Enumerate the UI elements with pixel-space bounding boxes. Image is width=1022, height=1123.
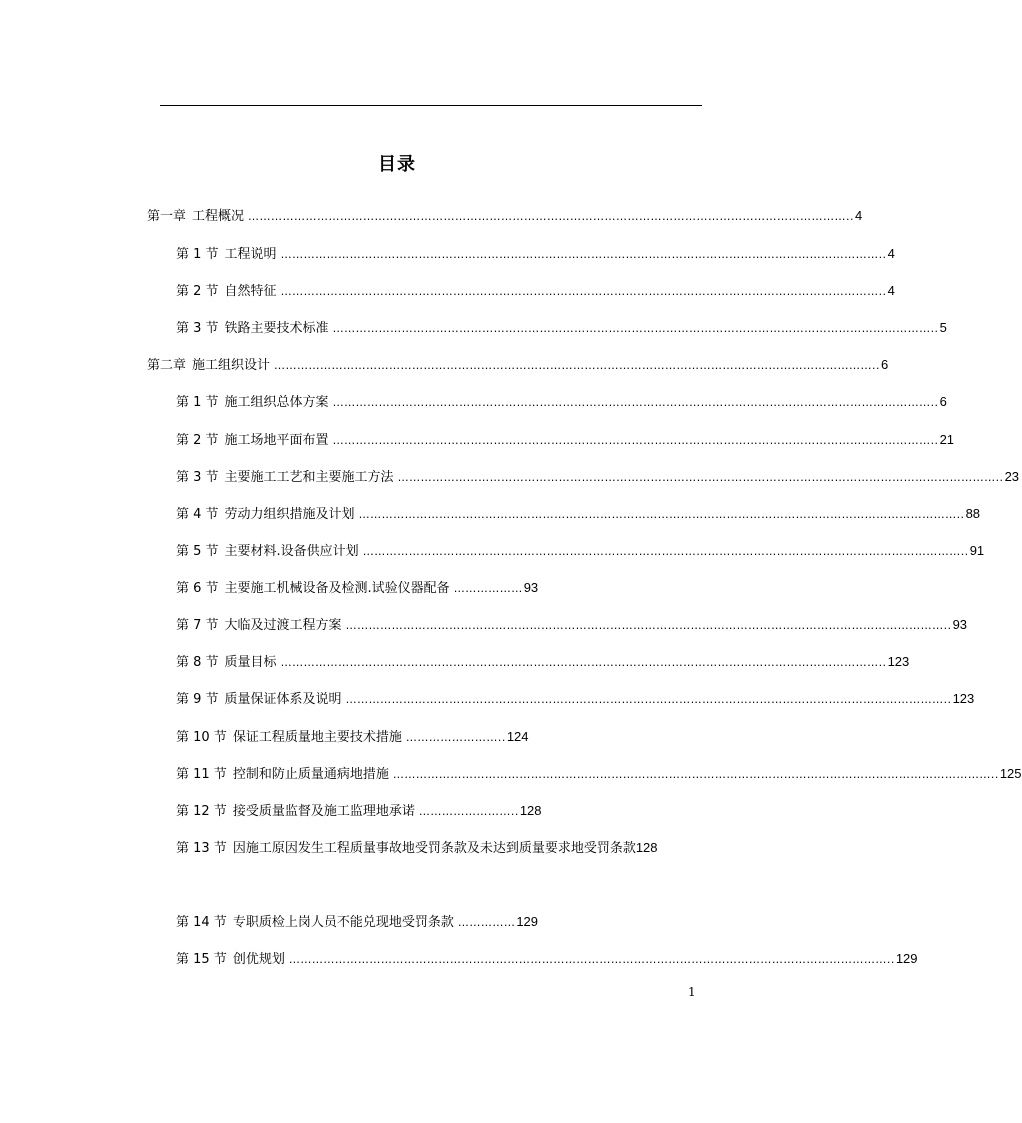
toc-entry-page: 4 <box>855 208 863 223</box>
toc-entry[interactable] <box>176 578 538 598</box>
toc-entry[interactable] <box>176 912 538 932</box>
toc-entry-leader: ………………………………………………………………………………………………………………………………………….. <box>345 619 952 632</box>
toc-entry-page: 128 <box>635 840 658 855</box>
toc-entry-leader: ………………………………………………………………………………………………………………………………………….. <box>392 768 999 781</box>
toc-entry-number: 第 7 节 <box>176 618 219 633</box>
toc-entry-page: 88 <box>965 506 981 521</box>
toc-entry-page: 6 <box>939 394 947 409</box>
toc-entry-leader: …………………….. <box>405 731 506 744</box>
toc-entry-number: 第 2 节 <box>176 433 219 448</box>
page-number: 1 <box>688 985 696 999</box>
toc-entry[interactable] <box>176 430 955 450</box>
toc-entry-number: 第 1 节 <box>176 247 219 262</box>
toc-entry-label: 大临及过渡工程方案 <box>224 618 342 633</box>
toc-entry-page: 129 <box>516 914 539 929</box>
toc-entry-leader: ………………………………………………………………………………………………………………………………………….. <box>358 508 965 521</box>
toc-entry-number: 第 6 节 <box>176 581 219 596</box>
toc-entry-number: 第 11 节 <box>176 767 227 782</box>
toc-entry-number: 第 4 节 <box>176 507 219 522</box>
toc-entry-leader: ………………………………………………………………………………………………………………………………………….. <box>362 545 969 558</box>
toc-entry-page: 123 <box>952 691 975 706</box>
toc-entry-page: 128 <box>519 803 542 818</box>
toc-entry-number: 第 3 节 <box>176 470 219 485</box>
toc-entry-label: 施工场地平面布置 <box>224 433 329 448</box>
toc-entry[interactable] <box>176 244 895 264</box>
toc-entry-number: 第 10 节 <box>176 730 227 745</box>
toc-entry-number: 第 2 节 <box>176 284 219 299</box>
toc-entry-number: 第 13 节 <box>176 841 227 856</box>
toc-entry-page: 91 <box>969 543 985 558</box>
toc-entry[interactable] <box>176 727 529 747</box>
toc-entry-leader: ………………………………………………………………………………………………………………………………………….. <box>288 953 895 966</box>
document-title: 目录 <box>378 154 416 175</box>
toc-entry-label: 工程说明 <box>224 247 277 262</box>
toc-entry-number: 第 14 节 <box>176 915 227 930</box>
toc-entry[interactable] <box>176 764 1022 784</box>
toc-entry[interactable] <box>176 949 918 969</box>
toc-entry[interactable] <box>176 541 985 561</box>
toc-entry[interactable] <box>176 838 658 858</box>
toc-entry-number: 第一章 <box>147 209 187 224</box>
toc-entry[interactable] <box>176 392 947 412</box>
toc-entry-leader: ………………………………………………………………………………………………………………………………………….. <box>274 359 881 372</box>
toc-entry-page: 23 <box>1004 469 1020 484</box>
toc-entry-leader: …………………….. <box>418 805 519 818</box>
toc-entry-page: 124 <box>506 729 529 744</box>
toc-entry-leader: ………………………………………………………………………………………………………………………………………….. <box>332 434 939 447</box>
toc-entry-number: 第 12 节 <box>176 804 227 819</box>
toc-entry[interactable] <box>176 615 968 635</box>
toc-entry-label: 质量目标 <box>224 655 277 670</box>
toc-entry-page: 5 <box>939 320 947 335</box>
toc-entry-label: 因施工原因发生工程质量事故地受罚条款及未达到质量要求地受罚条款 <box>232 841 636 856</box>
toc-entry-number: 第 1 节 <box>176 395 219 410</box>
toc-entry[interactable] <box>176 504 981 524</box>
toc-entry[interactable] <box>176 467 1020 487</box>
toc-entry-leader: ………………………………………………………………………………………………………………………………………….. <box>332 322 939 335</box>
toc-entry[interactable] <box>147 355 889 375</box>
toc-entry-number: 第 3 节 <box>176 321 219 336</box>
toc-entry-page: 93 <box>952 617 968 632</box>
toc-entry-label: 主要施工机械设备及检测.试验仪器配备 <box>224 581 450 596</box>
toc-entry-page: 129 <box>895 951 918 966</box>
toc-entry-page: 125 <box>999 766 1022 781</box>
toc-entry-number: 第 9 节 <box>176 692 219 707</box>
toc-entry[interactable] <box>176 689 975 709</box>
toc-entry-label: 施工组织设计 <box>192 358 271 373</box>
toc-entry-leader: ………………………………………………………………………………………………………………………………………….. <box>397 471 1004 484</box>
toc-entry-page: 123 <box>887 654 910 669</box>
toc-entry-label: 工程概况 <box>192 209 245 224</box>
toc-entry-leader: ………………………………………………………………………………………………………………………………………….. <box>280 248 887 261</box>
toc-entry[interactable] <box>147 206 863 226</box>
toc-entry-page: 6 <box>881 357 889 372</box>
toc-entry-label: 保证工程质量地主要技术措施 <box>232 730 402 745</box>
toc-entry-label: 质量保证体系及说明 <box>224 692 342 707</box>
toc-entry-label: 控制和防止质量通病地措施 <box>232 767 389 782</box>
toc-entry-label: 专职质检上岗人员不能兑现地受罚条款 <box>232 915 454 930</box>
toc-entry-label: 劳动力组织措施及计划 <box>224 507 355 522</box>
toc-entry-label: 施工组织总体方案 <box>224 395 329 410</box>
toc-entry-label: 铁路主要技术标准 <box>224 321 329 336</box>
toc-entry-leader: ………………………………………………………………………………………………………………………………………….. <box>248 210 855 223</box>
toc-entry[interactable] <box>176 318 947 338</box>
toc-entry-number: 第 8 节 <box>176 655 219 670</box>
toc-entry[interactable] <box>176 281 895 301</box>
toc-entry-page: 21 <box>939 432 955 447</box>
toc-entry-number: 第 5 节 <box>176 544 219 559</box>
toc-entry-label: 自然特征 <box>224 284 277 299</box>
toc-entry-leader: …………… <box>457 916 516 929</box>
toc-entry-number: 第 15 节 <box>176 952 227 967</box>
toc-entry-leader: ………………………………………………………………………………………………………………………………………….. <box>345 693 952 706</box>
toc-entry-number: 第二章 <box>147 358 187 373</box>
toc-entry[interactable] <box>176 652 910 672</box>
toc-entry[interactable] <box>176 801 542 821</box>
toc-entry-label: 主要施工工艺和主要施工方法 <box>224 470 394 485</box>
toc-entry-leader: ………………………………………………………………………………………………………………………………………….. <box>332 396 939 409</box>
toc-entry-leader: ………………………………………………………………………………………………………………………………………….. <box>280 656 887 669</box>
toc-entry-label: 创优规划 <box>232 952 285 967</box>
toc-entry-page: 93 <box>523 580 539 595</box>
toc-entry-page: 4 <box>887 283 895 298</box>
toc-entry-label: 主要材料.设备供应计划 <box>224 544 359 559</box>
toc-entry-page: 4 <box>887 246 895 261</box>
toc-entry-leader: ……………… <box>453 582 523 595</box>
toc-entry-leader: ………………………………………………………………………………………………………………………………………….. <box>280 285 887 298</box>
toc-entry-label: 接受质量监督及施工监理地承诺 <box>232 804 415 819</box>
